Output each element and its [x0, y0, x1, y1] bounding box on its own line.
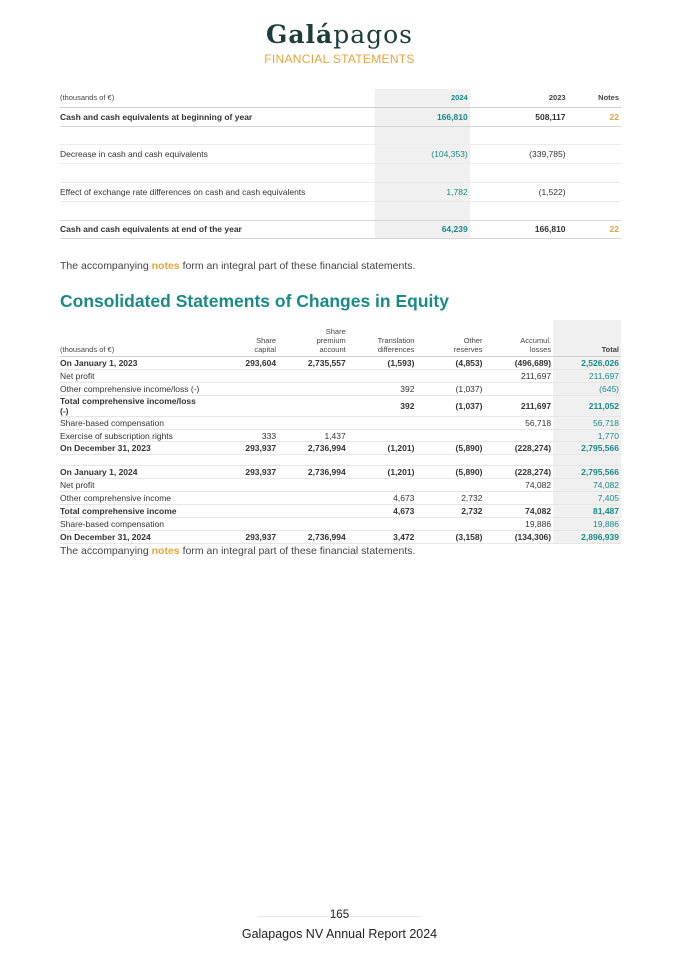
note-text: form an integral part of these financial statements. — [179, 260, 416, 272]
cell: (3,158) — [416, 530, 484, 543]
value-2023: (1,522) — [470, 182, 568, 201]
page-number: 165 — [329, 909, 350, 921]
cell: 2,732 — [416, 492, 484, 505]
row-label: On January 1, 2023 — [60, 357, 205, 370]
table-row — [60, 505, 621, 518]
cell — [484, 492, 553, 505]
cell — [205, 492, 278, 505]
cell: (496,689) — [484, 357, 553, 370]
row-label: Share-based compensation — [60, 416, 205, 429]
value-2024: 1,782 — [375, 182, 470, 201]
cell: 392 — [348, 395, 417, 416]
cell: 3,472 — [348, 530, 417, 543]
cell: 4,673 — [348, 492, 417, 505]
cell: (1,037) — [416, 395, 484, 416]
cell — [278, 369, 348, 382]
note-ref: 22 — [568, 220, 621, 239]
spacer-row — [60, 164, 621, 183]
row-label: Cash and cash equivalents at end of the year — [60, 220, 375, 239]
row-label: Total comprehensive income — [60, 505, 205, 518]
equity-section-title: Consolidated Statements of Changes in Equity — [60, 291, 449, 311]
company-logo — [0, 20, 679, 49]
table-row — [60, 369, 621, 382]
cell: 293,937 — [205, 466, 278, 479]
cell: (1,201) — [348, 466, 417, 479]
note-text: The accompanying — [60, 260, 152, 272]
row-label: Total comprehensive income/loss (-) — [60, 395, 205, 416]
cell — [205, 505, 278, 518]
equity-table — [60, 320, 621, 544]
value-2023: (339,785) — [470, 145, 568, 164]
spacer-row — [60, 126, 621, 145]
units-label: (thousands of €) — [60, 320, 205, 357]
value-2023: 508,117 — [470, 107, 568, 126]
cell — [205, 479, 278, 492]
row-label: On January 1, 2024 — [60, 466, 205, 479]
total-cell: 211,052 — [553, 395, 621, 416]
cell: 1,437 — [278, 429, 348, 442]
cell: 211,697 — [484, 369, 553, 382]
total-cell: (645) — [553, 382, 621, 395]
notes-link[interactable]: notes — [151, 260, 180, 272]
table-row — [60, 492, 621, 505]
cell — [484, 382, 553, 395]
notes-link[interactable]: notes — [151, 545, 180, 557]
table-row — [60, 466, 621, 479]
year-2024-header: 2024 — [375, 89, 470, 107]
table-row — [60, 442, 621, 455]
total-cell: 1,770 — [553, 429, 621, 442]
cell: (1,593) — [348, 357, 417, 370]
report-title: Galapagos NV Annual Report 2024 — [241, 927, 438, 941]
row-label: Decrease in cash and cash equivalents — [60, 145, 375, 164]
row-label: Effect of exchange rate differences on cash and cash equivalents — [60, 182, 375, 201]
total-cell: 2,795,566 — [553, 442, 621, 455]
units-label: (thousands of €) — [60, 89, 375, 107]
total-cell: 81,487 — [553, 505, 621, 518]
share-capital-header: Share capital — [205, 320, 278, 357]
table-row — [60, 530, 621, 543]
cell: 293,937 — [205, 530, 278, 543]
cell — [416, 479, 484, 492]
share-premium-header: Share premium account — [278, 320, 348, 357]
cell — [348, 429, 417, 442]
cell — [416, 416, 484, 429]
total-cell: 211,697 — [553, 369, 621, 382]
row-label: On December 31, 2024 — [60, 530, 205, 543]
cell — [348, 369, 417, 382]
cell: 74,082 — [484, 505, 553, 518]
logo-light: pagos — [333, 20, 414, 49]
spacer-row — [60, 455, 621, 466]
cell: 293,604 — [205, 357, 278, 370]
table-row — [60, 395, 621, 416]
cell — [416, 517, 484, 530]
table-row — [60, 517, 621, 530]
notes-statement — [60, 545, 415, 557]
note-text: The accompanying — [60, 545, 152, 557]
cell: 392 — [348, 382, 417, 395]
cell — [278, 416, 348, 429]
total-cell: 74,082 — [553, 479, 621, 492]
total-cell: 7,405 — [553, 492, 621, 505]
cell — [278, 517, 348, 530]
cell: 293,937 — [205, 442, 278, 455]
note-ref — [568, 182, 621, 201]
logo-main: Galá — [265, 20, 334, 49]
table-row — [60, 357, 621, 370]
table-row — [60, 220, 621, 239]
losses-header: Accumul. losses — [484, 320, 553, 357]
cell: 2,736,994 — [278, 466, 348, 479]
cell: 74,082 — [484, 479, 553, 492]
row-label: Exercise of subscription rights — [60, 429, 205, 442]
cell: (5,890) — [416, 442, 484, 455]
spacer-row — [60, 201, 621, 220]
total-cell: 2,795,566 — [553, 466, 621, 479]
value-2023: 166,810 — [470, 220, 568, 239]
row-label: Other comprehensive income/loss (-) — [60, 382, 205, 395]
cell: (228,274) — [484, 442, 553, 455]
cell — [416, 369, 484, 382]
total-cell: 2,526,026 — [553, 357, 621, 370]
cell: 2,736,994 — [278, 530, 348, 543]
other-reserves-header: Other reserves — [416, 320, 484, 357]
section-subtitle: FINANCIAL STATEMENTS — [264, 52, 415, 66]
value-2024: 64,239 — [375, 220, 470, 239]
cell: (1,037) — [416, 382, 484, 395]
cell — [348, 517, 417, 530]
cell: (5,890) — [416, 466, 484, 479]
row-label: On December 31, 2023 — [60, 442, 205, 455]
table-row — [60, 182, 621, 201]
cell: 2,735,557 — [278, 357, 348, 370]
row-label: Other comprehensive income — [60, 492, 205, 505]
cell: (134,306) — [484, 530, 553, 543]
table-header-row — [60, 89, 621, 107]
cash-flow-table — [60, 89, 621, 239]
table-row — [60, 145, 621, 164]
cell — [205, 517, 278, 530]
table-row — [60, 479, 621, 492]
cell — [348, 416, 417, 429]
cell — [484, 429, 553, 442]
cell — [205, 382, 278, 395]
note-ref: 22 — [568, 107, 621, 126]
cell — [205, 395, 278, 416]
cell: (228,274) — [484, 466, 553, 479]
total-header: Total — [553, 320, 621, 357]
year-2023-header: 2023 — [470, 89, 568, 107]
table-row — [60, 382, 621, 395]
total-cell: 2,896,939 — [553, 530, 621, 543]
cell — [205, 369, 278, 382]
note-ref — [568, 145, 621, 164]
cell — [278, 505, 348, 518]
table-row — [60, 416, 621, 429]
value-2024: (104,353) — [375, 145, 470, 164]
table-row — [60, 429, 621, 442]
notes-statement — [60, 260, 415, 272]
cell: 19,886 — [484, 517, 553, 530]
cell — [278, 395, 348, 416]
cell: 2,732 — [416, 505, 484, 518]
row-label: Share-based compensation — [60, 517, 205, 530]
cell — [278, 479, 348, 492]
cell: 4,673 — [348, 505, 417, 518]
translation-header: Translation differences — [348, 320, 417, 357]
cell: (4,853) — [416, 357, 484, 370]
cell: (1,201) — [348, 442, 417, 455]
cell: 2,736,994 — [278, 442, 348, 455]
cell — [278, 492, 348, 505]
value-2024: 166,810 — [375, 107, 470, 126]
cell — [278, 382, 348, 395]
cell: 211,697 — [484, 395, 553, 416]
cell — [205, 416, 278, 429]
cell: 333 — [205, 429, 278, 442]
cell: 56,718 — [484, 416, 553, 429]
cell — [416, 429, 484, 442]
note-text: form an integral part of these financial statements. — [179, 545, 416, 557]
row-label: Net profit — [60, 479, 205, 492]
table-header-row — [60, 320, 621, 357]
total-cell: 19,886 — [553, 517, 621, 530]
total-cell: 56,718 — [553, 416, 621, 429]
notes-header: Notes — [568, 89, 621, 107]
row-label: Net profit — [60, 369, 205, 382]
table-row — [60, 107, 621, 126]
row-label: Cash and cash equivalents at beginning of year — [60, 107, 375, 126]
cell — [348, 479, 417, 492]
